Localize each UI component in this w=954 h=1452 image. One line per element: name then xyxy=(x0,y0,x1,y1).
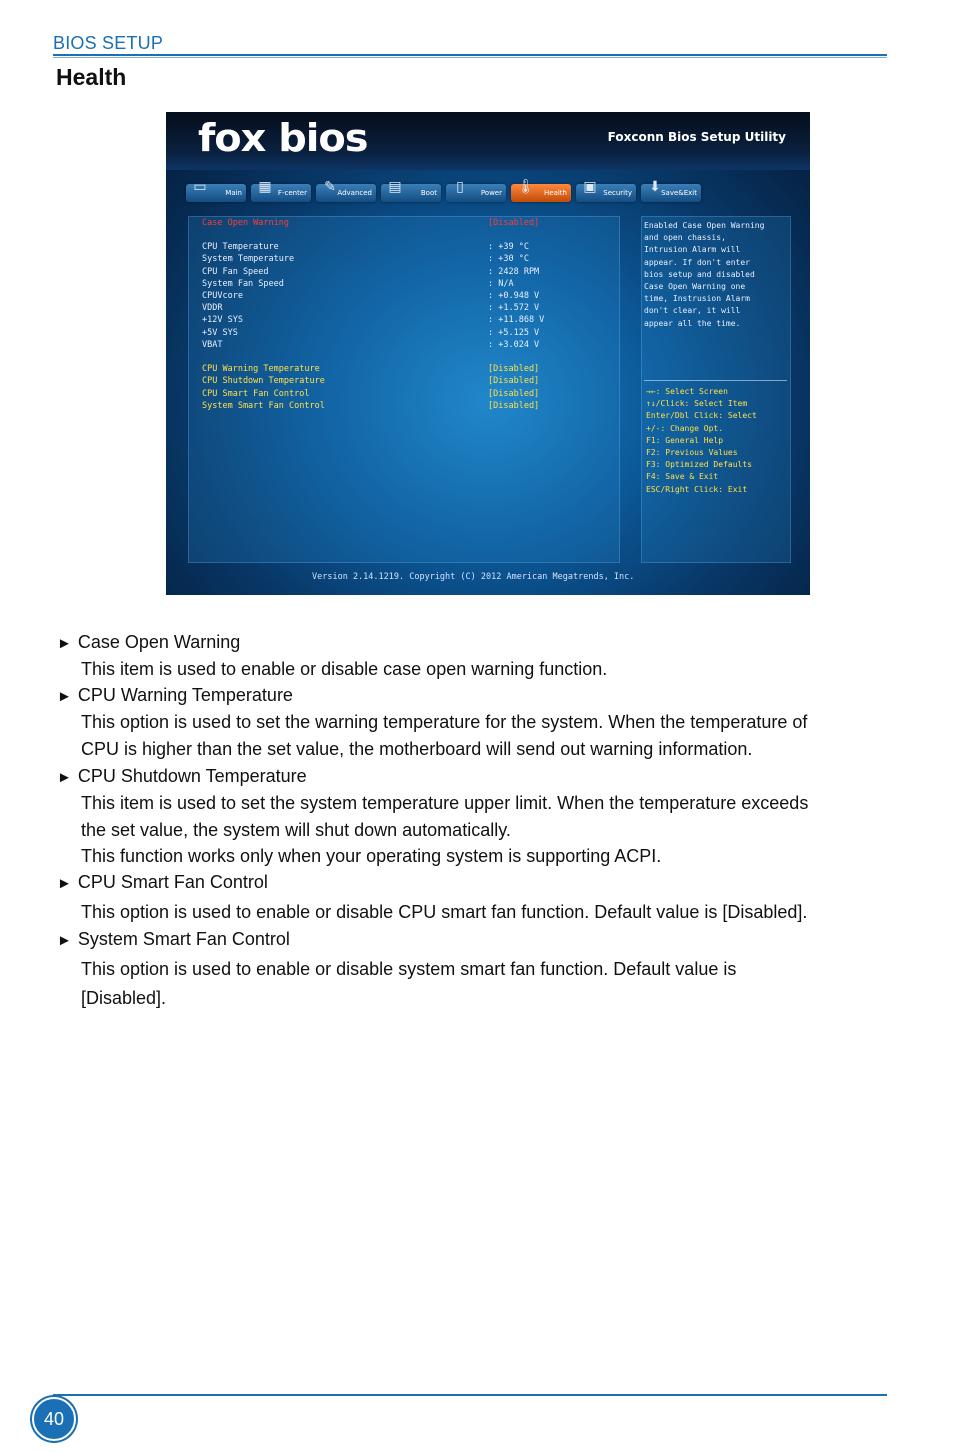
bios-tab-power[interactable] xyxy=(446,179,506,202)
item-heading-text: CPU Warning Temperature xyxy=(77,685,293,705)
bios-tab-label: F-center xyxy=(277,189,307,197)
bios-setting-label: Case Open Warning xyxy=(202,218,289,228)
bios-utility-title: Foxconn Bios Setup Utility xyxy=(607,130,786,144)
bios-setting-label: CPU Temperature xyxy=(202,242,279,252)
bios-setting-value: : +0.948 V xyxy=(488,291,540,301)
bios-tab-label: Health xyxy=(544,189,567,197)
battery-icon: ▯ xyxy=(456,179,464,195)
bios-tab-label: Boot xyxy=(420,189,437,197)
bios-setting-row xyxy=(202,315,545,325)
bios-setting-row[interactable] xyxy=(202,401,540,411)
bios-logo: fox bios xyxy=(198,116,368,160)
bios-setting-row xyxy=(202,279,514,289)
bios-setting-label: VBAT xyxy=(202,340,223,350)
triangle-right-icon: ► xyxy=(57,875,72,892)
bios-key-hint: +/-: Change Opt. xyxy=(646,423,724,433)
chip-icon: ▦ xyxy=(258,179,272,195)
item-heading-text: CPU Smart Fan Control xyxy=(77,872,268,892)
bios-setting-row xyxy=(202,291,540,301)
bios-tab-label: Advanced xyxy=(337,189,372,197)
bios-setting-value: [Disabled] xyxy=(488,401,540,411)
footer-rule xyxy=(53,1394,887,1396)
bios-setting-label: CPU Warning Temperature xyxy=(202,364,320,374)
item-description: CPU is higher than the set value, the motherboard will send out warning information. xyxy=(81,739,753,759)
download-icon: ⬇ xyxy=(649,179,661,195)
triangle-right-icon: ► xyxy=(57,932,72,949)
bios-setting-label: VDDR xyxy=(202,303,223,313)
bios-tab-main[interactable] xyxy=(186,179,246,202)
bios-setting-row[interactable] xyxy=(202,376,540,386)
bios-tab-security[interactable] xyxy=(576,179,636,202)
bios-setting-label: CPUVcore xyxy=(202,291,243,301)
item-description: This item is used to set the system temperature upper limit. When the temperature exceeds xyxy=(81,793,809,813)
bios-setting-value: : +11.868 V xyxy=(488,315,545,325)
bios-help-separator xyxy=(644,380,787,381)
bios-setting-row xyxy=(202,254,529,264)
bios-key-hint: F1: General Help xyxy=(646,435,724,445)
bios-setting-label: System Fan Speed xyxy=(202,279,284,289)
wrench-icon: ✎ xyxy=(324,179,336,195)
bios-key-hint: F2: Previous Values xyxy=(646,448,738,458)
header-rule-thin xyxy=(53,57,887,58)
bios-tab-label: Save&Exit xyxy=(661,189,697,197)
bios-key-hint: Enter/Dbl Click: Select xyxy=(646,411,757,421)
bios-title-bar xyxy=(166,112,810,170)
bios-setting-value: : +1.572 V xyxy=(488,303,540,313)
item-heading xyxy=(57,929,290,950)
bios-tab-advanced[interactable] xyxy=(316,179,376,202)
bios-key-hint: ↑↓/Click: Select Item xyxy=(646,399,748,409)
bios-setting-row xyxy=(202,242,529,252)
bios-setting-label: CPU Smart Fan Control xyxy=(202,389,310,399)
bios-setting-value: [Disabled] xyxy=(488,376,540,386)
bios-setting-value: : +39 °C xyxy=(488,242,529,252)
bios-setting-label: +12V SYS xyxy=(202,315,243,325)
bios-setting-label: CPU Shutdown Temperature xyxy=(202,376,325,386)
bios-key-hint: F3: Optimized Defaults xyxy=(646,460,752,470)
bios-key-legend xyxy=(646,386,791,496)
bios-setting-value: : 2428 RPM xyxy=(488,267,540,277)
item-description: This option is used to set the warning temperature for the system. When the temperature of xyxy=(81,712,808,732)
bios-setting-value: : +30 °C xyxy=(488,254,529,264)
triangle-right-icon: ► xyxy=(57,688,72,705)
bios-setting-row xyxy=(202,303,540,313)
bios-version-text: Version 2.14.1219. Copyright (C) 2012 American Megatrends, Inc. xyxy=(312,572,635,582)
item-heading xyxy=(57,632,240,653)
bios-screenshot xyxy=(166,112,810,595)
bios-key-hint: F4: Save & Exit xyxy=(646,472,719,482)
item-description: This option is used to enable or disable system smart fan function. Default value is xyxy=(81,959,737,979)
bios-setting-row xyxy=(202,328,540,338)
item-description: [Disabled]. xyxy=(81,988,167,1008)
bios-tab-label: Power xyxy=(480,189,502,197)
bios-setting-value: [Disabled] xyxy=(488,364,540,374)
page-title: Health xyxy=(56,64,127,90)
item-description: This option is used to enable or disable CPU smart fan function. Default value is [Disabled]. xyxy=(81,902,808,922)
item-heading-text: Case Open Warning xyxy=(77,632,241,652)
bios-setting-value: : +3.024 V xyxy=(488,340,540,350)
section-header-label: BIOS SETUP xyxy=(53,33,164,53)
bios-setting-label: CPU Fan Speed xyxy=(202,267,269,277)
bios-setting-row xyxy=(202,267,540,277)
bios-setting-label: +5V SYS xyxy=(202,328,238,338)
bios-menu-bar xyxy=(186,179,786,204)
page-number: 40 xyxy=(32,1397,76,1441)
bios-setting-row[interactable] xyxy=(202,218,540,228)
item-description: This item is used to enable or disable case open warning function. xyxy=(81,659,608,679)
triangle-right-icon: ► xyxy=(57,635,72,652)
header-rule xyxy=(53,54,887,56)
monitor-icon: ▭ xyxy=(193,179,207,195)
item-heading-text: CPU Shutdown Temperature xyxy=(77,766,307,786)
item-heading xyxy=(57,766,307,787)
thermometer-icon: 🌡 xyxy=(517,179,535,195)
bios-key-hint: ESC/Right Click: Exit xyxy=(646,484,748,494)
bios-tab-save-exit[interactable] xyxy=(641,179,701,202)
bios-tab-label: Main xyxy=(225,189,242,197)
bios-key-hint: →←: Select Screen xyxy=(646,387,728,396)
item-heading-text: System Smart Fan Control xyxy=(77,929,290,949)
bios-setting-row[interactable] xyxy=(202,364,540,374)
lock-icon: ▣ xyxy=(583,179,597,195)
bios-help-text: Enabled Case Open Warning and open chassis, Intrusion Alarm will appear. If don't enter bios setup and disabled Case Open Warning one time, Instrusion Alarm don't clear, it will appear all the time. xyxy=(644,221,765,328)
bios-setting-row xyxy=(202,340,540,350)
item-heading xyxy=(57,872,268,893)
bios-tab-health[interactable] xyxy=(511,179,571,202)
bios-setting-value: [Disabled] xyxy=(488,389,540,399)
bios-tab-f-center[interactable] xyxy=(251,179,311,202)
item-description: This function works only when your operating system is supporting ACPI. xyxy=(81,846,662,866)
bios-setting-label: System Temperature xyxy=(202,254,295,264)
item-description: the set value, the system will shut down automatically. xyxy=(81,820,511,840)
bios-tab-label: Security xyxy=(603,189,632,197)
triangle-right-icon: ► xyxy=(57,769,72,786)
bios-setting-value: : N/A xyxy=(488,279,514,289)
bios-setting-value: : +5.125 V xyxy=(488,328,540,338)
item-heading xyxy=(57,685,293,706)
bios-tab-boot[interactable] xyxy=(381,179,441,202)
bios-setting-row[interactable] xyxy=(202,389,540,399)
bios-setting-value: [Disabled] xyxy=(488,218,540,228)
drive-icon: ▤ xyxy=(388,179,402,195)
bios-setting-label: System Smart Fan Control xyxy=(202,401,325,411)
